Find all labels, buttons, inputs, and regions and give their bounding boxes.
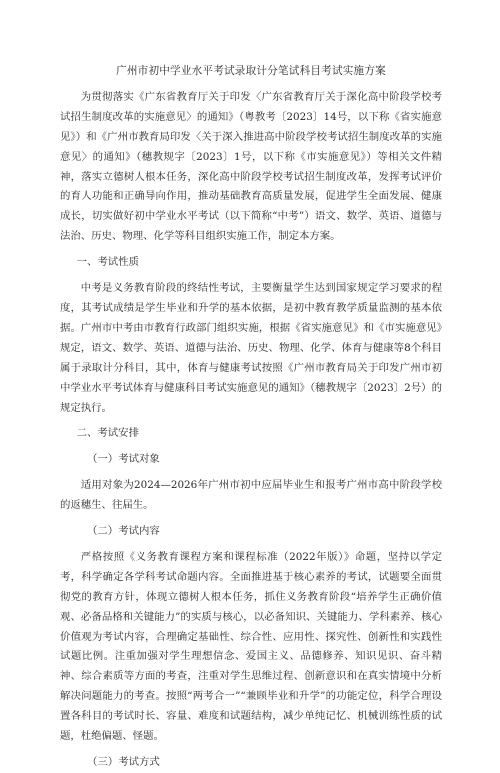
sub3-heading: （三）考试方式 bbox=[87, 756, 160, 768]
sub2-paragraph: 严格按照《义务教育课程方案和课程标准（2022年版）》命题，坚持以学定考，科学确定各学科考试命题内容。全面推进基于核心素养的考试，试题要全面贯彻党的教育方针，体现立德树人根本任务，抓住义务教育阶段“培养学生正确价值观、必备品格和关键能力”的实质与核心，以必备知识、关键能力、学科素养、核心价值观为考试内容，合理确定基础性、综合性、应用性、探究性、创新性和实践性试题比例。注重加强对学生理想信念、爱国主义、品德修养、知识见识、奋斗精神、综合素质等方面的考查，注重对学生思维过程、创新意识和在真实情境中分析解决问题能力的考查。按照“两考合一”“兼顾毕业和升学”的功能定位，科学合理设置各科目的考试时长、容量、难度和试题结构，减少单纯记忆、机械训练性质的试题，杜绝偏题、怪题。 bbox=[60, 550, 442, 743]
sub1-paragraph: 适用对象为2024—2026年广州市初中应届毕业生和报考广州市高中阶段学校的返穗生、往届生。 bbox=[60, 479, 442, 512]
sub1-heading: （一）考试对象 bbox=[87, 453, 160, 466]
sub2-heading: （二）考试内容 bbox=[87, 525, 160, 538]
section2-heading: 二、考试安排 bbox=[76, 427, 139, 440]
section1-paragraph: 中考是义务教育阶段的终结性考试，主要衡量学生达到国家规定学习要求的程度，其考试成绩是学生毕业和升学的基本依据，是初中教育教学质量监测的基本依据。广州市中考由市教育行政部门组织实施，根据《省实施意见》和《市实施意见》规定，语文、数学、英语、道德与法治、历史、物理、化学、体育与健康等8个科目属于录取计分科目，其中，体育与健康考试按照《广州市教育局关于印发广州市初中学业水平考试体育与健康科目考试实施意见的通知》（穗教规字〔2023〕2号）的规定执行。 bbox=[60, 282, 442, 414]
section1-heading: 一、考试性质 bbox=[76, 256, 139, 269]
intro-paragraph: 为贯彻落实《广东省教育厅关于印发〈广东省教育厅关于深化高中阶段学校考试招生制度改革的实施意见〉的通知》（粤教考〔2023〕14号，以下称《省实施意见》）和《广州市教育局印发〈关于深入推进高中阶段学校考试招生制度改革的实施意见〉的通知》（穗教规字〔2023〕1号，以下称《市实施意见》）等相关文件精神，落实立德树人根本任务，深化高中阶段学校考试招生制度改革，发挥考试评价的育人功能和正确导向作用，推动基础教育高质量发展，促进学生全面发展、健康成长，切实做好初中学业水平考试（以下简称“中考”）语文、数学、英语、道德与法治、历史、物理、化学等科目组织实施工作，制定本方案。 bbox=[60, 90, 442, 243]
document-title: 广州市初中学业水平考试录取计分笔试科目考试实施方案 bbox=[116, 65, 386, 77]
